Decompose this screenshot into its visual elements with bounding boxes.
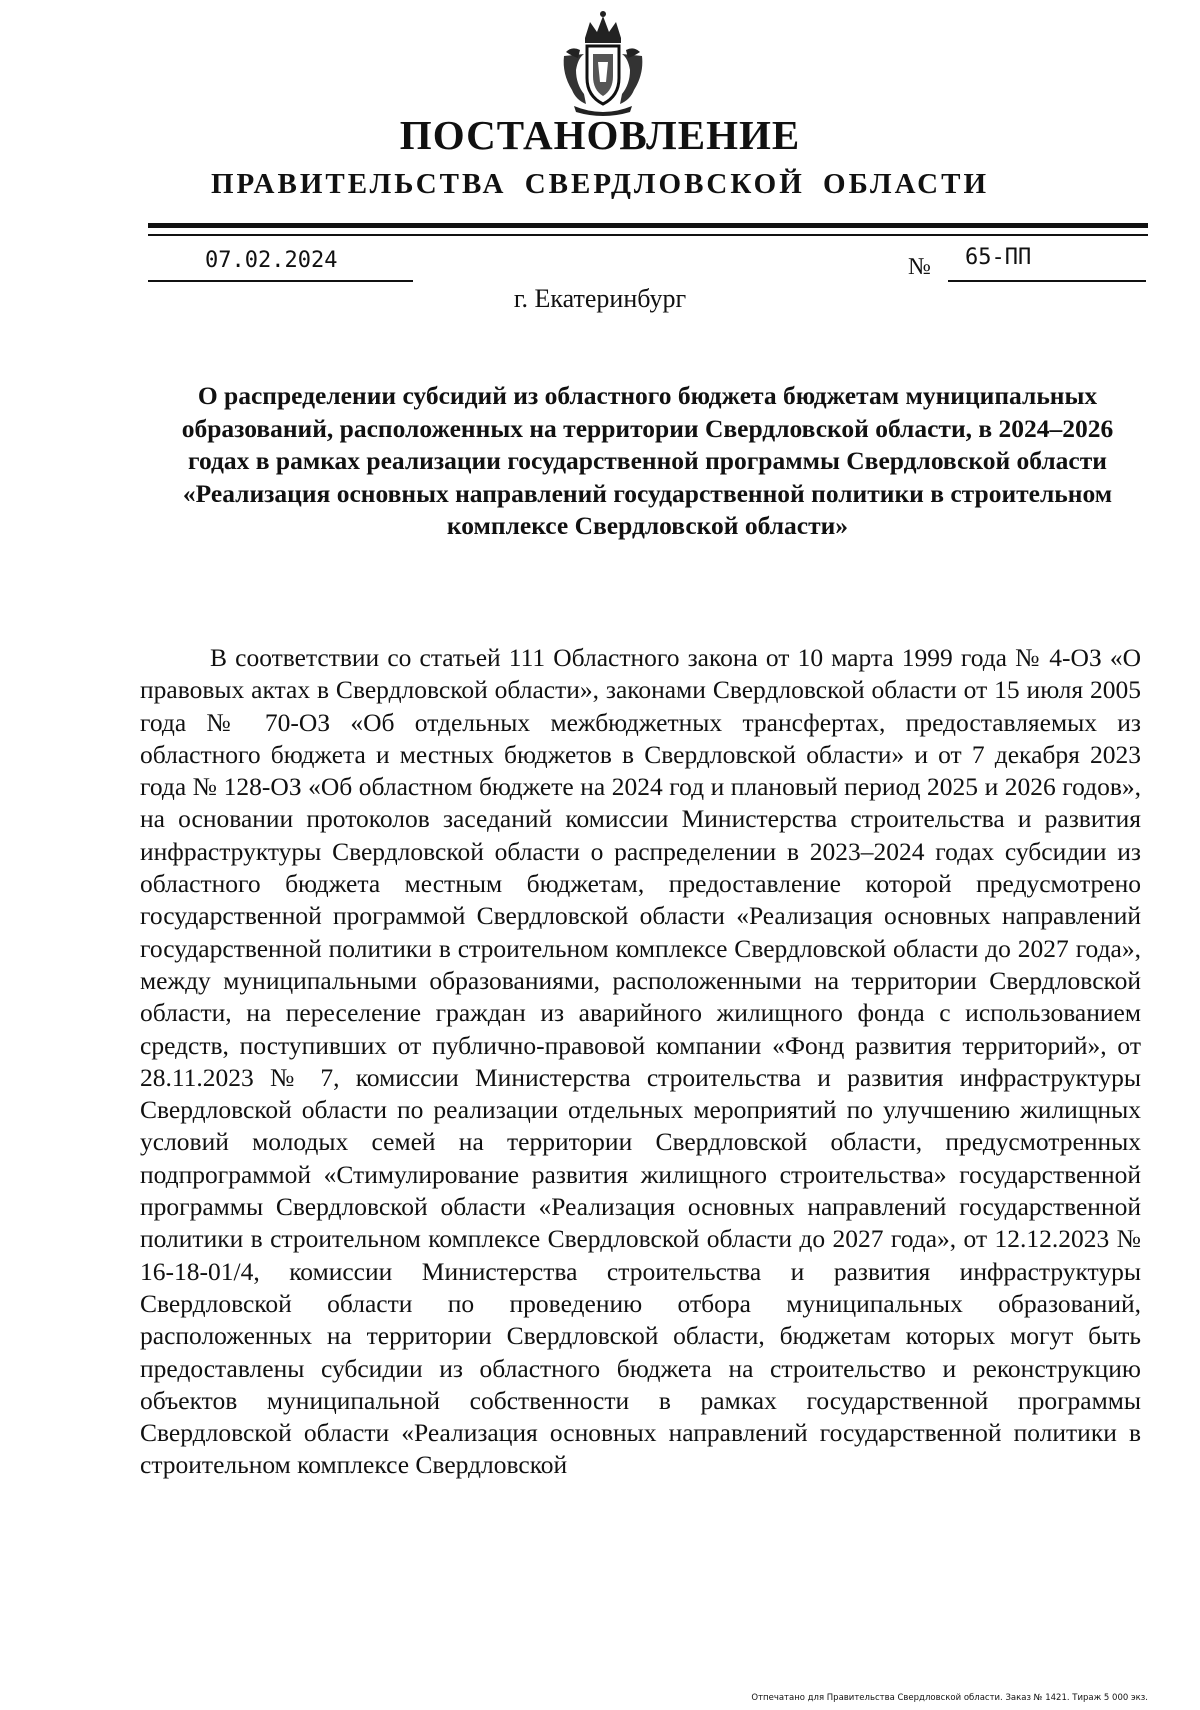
header-divider-thin xyxy=(148,234,1148,236)
document-body-paragraph: В соответствии со статьей 111 Областного закона от 10 марта 1999 года № 4-ОЗ «О правовых актах в Свердловской области», законами Свердловской области от 15 июля 2005 года № 70-ОЗ «Об отдельных межбюджетных трансфертах, предоставляемых из областного бюджета и местных бюджетов в Свердловской области» и от 7 декабря 2023 года № 128-ОЗ «Об областном бюджете на 2024 год и плановый период 2025 и 2026 годов», на основании протоколов заседаний комиссии Министерства строительства и развития инфраструктуры Свердловской области о распределении в 2023–2024 годах субсидии из областного бюджета местным бюджетам, предоставление которой предусмотрено государственной программой Свердловской области «Реализация основных направлений государственной политики в строительном комплексе Свердловской области до 2027 года», между муниципальными образованиями, расположенными на территории Свердловской области, на переселение граждан из аварийного жилищного фонда с использованием средств, поступивших от публично-правовой компании «Фонд развития территорий», от 28.11.2023 № 7, комиссии Министерства строительства и развития инфраструктуры Свердловской области по реализации отдельных мероприятий по улучшению жилищных условий молодых семей на территории Свердловской области, предусмотренных подпрограммой «Стимулирование развития жилищного строительства» государственной программы Свердловской области «Реализация основных направлений государственной политики в строительном комплексе Свердловской области до 2027 года», от 12.12.2023 № 16-18-01/4, комиссии Министерства строительства и развития инфраструктуры Свердловской области по проведению отбора муниципальных образований, расположенных на территории Свердловской области, бюджетам которых могут быть предоставлены субсидии из областного бюджета на строительство и реконструкцию объектов муниципальной собственности в рамках государственной программы Свердловской области «Реализация основных направлений государственной политики в строительном комплексе Свердловской xyxy=(140,643,1141,1480)
document-number: 65-ПП xyxy=(965,245,1032,270)
number-sign: № xyxy=(908,254,931,280)
number-underline xyxy=(948,280,1146,282)
document-date: 07.02.2024 xyxy=(205,248,338,273)
city-label: г. Екатеринбург xyxy=(513,284,687,313)
coat-of-arms-icon xyxy=(560,8,646,116)
print-imprint: Отпечатано для Правительства Свердловской области. Заказ № 1421. Тираж 5 000 экз. xyxy=(751,1693,1148,1703)
date-underline xyxy=(148,280,413,282)
issuer-subtitle: ПРАВИТЕЛЬСТВА СВЕРДЛОВСКОЙ ОБЛАСТИ xyxy=(210,168,990,200)
document-heading: О распределении субсидий из областного бюджета бюджетам муниципальных образований, расположенных на территории Свердловской области, в 2024–2026 годах в рамках реализации государственной программы Свердловской области «Реализация основных направлений государственной политики в строительном комплексе Свердловской области» xyxy=(181,381,1114,540)
header-divider-thick xyxy=(148,223,1148,228)
document-type-title: ПОСТАНОВЛЕНИЕ xyxy=(399,112,801,158)
